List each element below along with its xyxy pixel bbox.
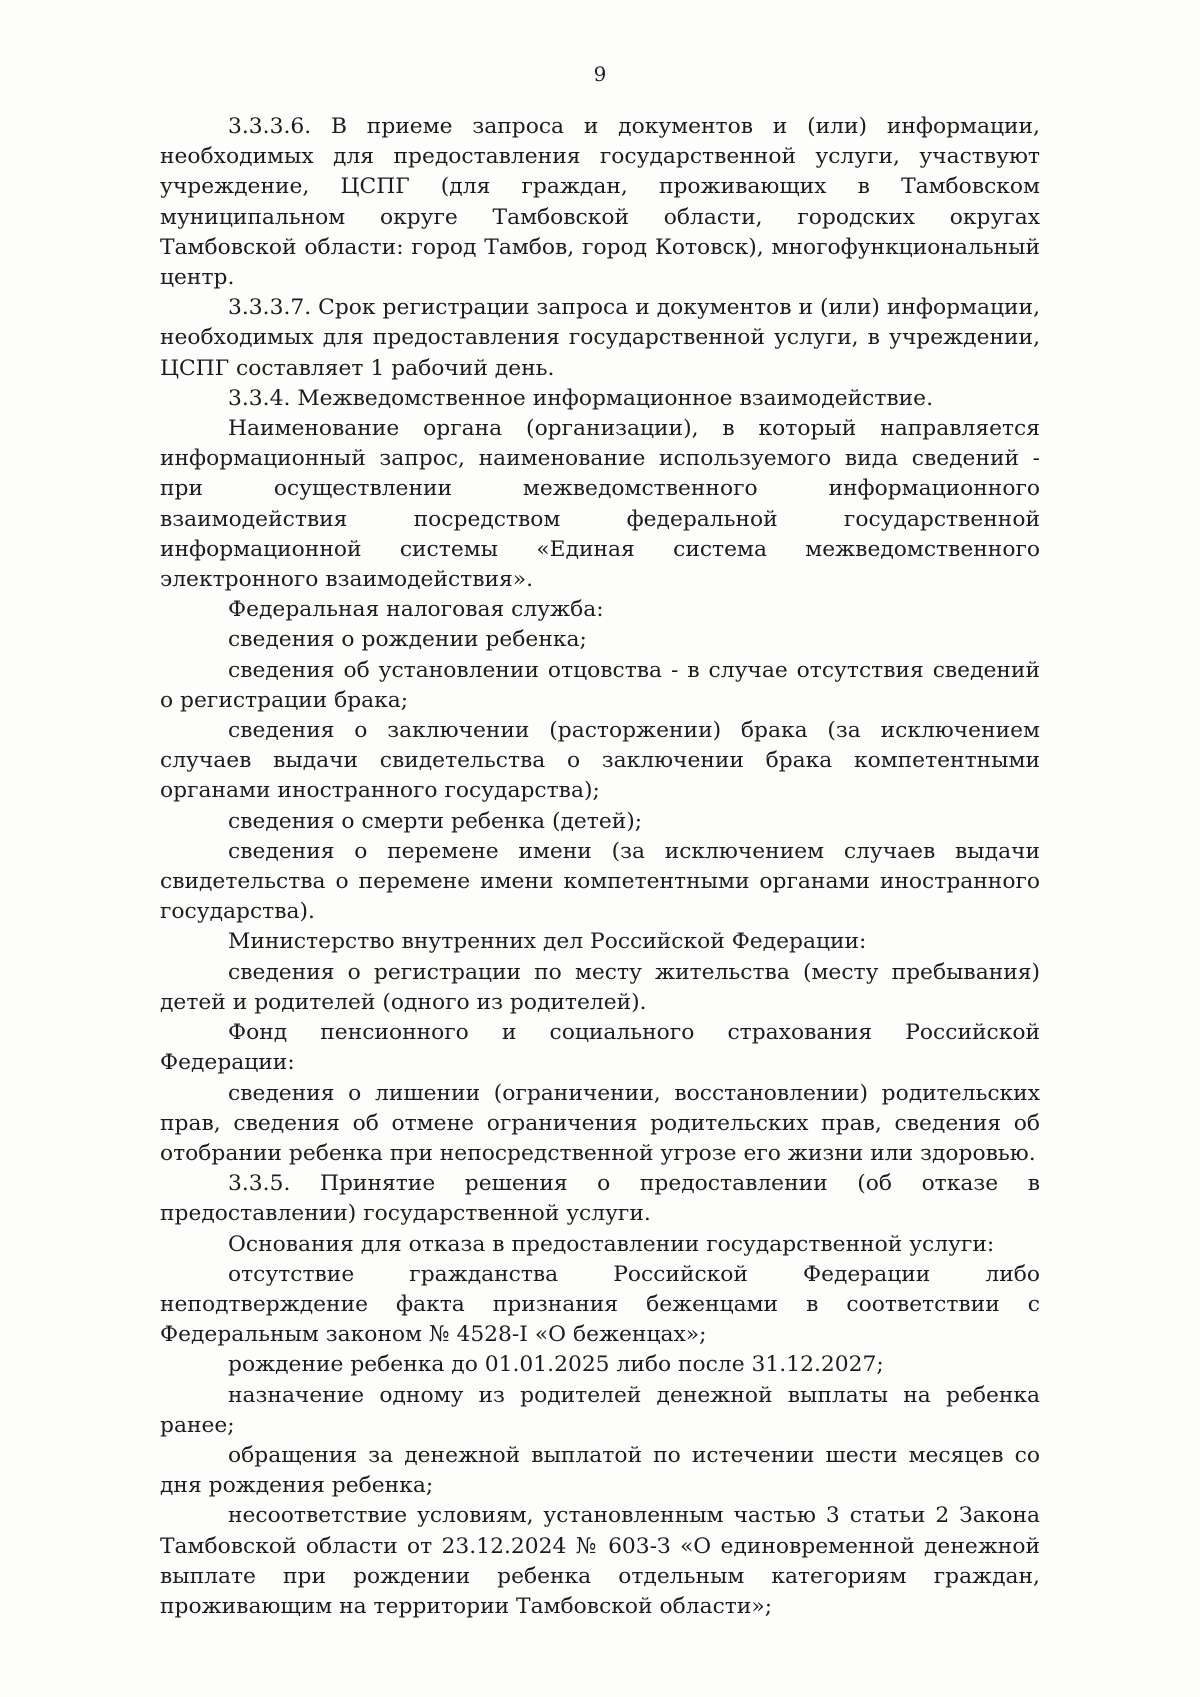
refusal-grounds-heading: Основания для отказа в предоставлении государственной услуги:: [228, 1231, 995, 1257]
agency-name-sfr: Фонд пенсионного и социального страхования Российской Федерации:: [160, 1020, 1040, 1076]
agency-name-fns: Федеральная налоговая служба:: [228, 597, 604, 623]
document-body: [160, 112, 1040, 1622]
section-heading-3-3-4: 3.3.4. Межведомственное информационное взаимодействие.: [228, 385, 934, 411]
paragraph-3-3-3-7: 3.3.3.7. Срок регистрации запроса и документов и (или) информации, необходимых для предоставления государственной услуги, в учреждении, ЦСПГ составляет 1 рабочий день.: [160, 295, 1040, 381]
list-item-paternity-info: сведения об установлении отцовства - в случае отсутствия сведений о регистрации брака;: [160, 657, 1040, 713]
refusal-ground-citizenship: отсутствие гражданства Российской Федерации либо неподтверждение факта признания беженцами в соответствии с Федеральным законом № 4528-I «О беженцах»;: [160, 1261, 1040, 1348]
paragraph-3-3-3-6: 3.3.3.6. В приеме запроса и документов и (или) информации, необходимых для предоставления государственной услуги, участвуют учреждение, ЦСПГ (для граждан, проживающих в Тамбовском муниципальном округе Тамбовской области, городских округах Тамбовской области: город Тамбов, город Котовск), многофункциональный центр.: [160, 114, 1040, 291]
list-item-name-change-info: сведения о перемене имени (за исключением случаев выдачи свидетельства о перемене имени компетентными органами иностранного государства).: [160, 838, 1040, 925]
list-item-marriage-info: сведения о заключении (расторжении) брака (за исключением случаев выдачи свидетельства о заключении брака компетентными органами иностранного государства);: [160, 718, 1040, 804]
list-item-death-info: сведения о смерти ребенка (детей);: [228, 808, 643, 834]
refusal-ground-birth-date: рождение ребенка до 01.01.2025 либо после 31.12.2027;: [228, 1352, 884, 1378]
list-item-registration-info: сведения о регистрации по месту жительства (месту пребывания) детей и родителей (одного из родителей).: [160, 959, 1040, 1015]
list-item-parental-rights-info: сведения о лишении (ограничении, восстановлении) родительских прав, сведения об отмене ограничения родительских прав, сведения об отобрании ребенка при непосредственной угрозе его жизни или здоровью.: [160, 1080, 1040, 1166]
refusal-ground-prior-payment: назначение одному из родителей денежной выплаты на ребенка ранее;: [160, 1382, 1040, 1438]
list-item-birth-info: сведения о рождении ребенка;: [228, 627, 587, 653]
page-number: 9: [593, 62, 607, 86]
refusal-ground-late-application: обращения за денежной выплатой по истечении шести месяцев со дня рождения ребенка;: [160, 1442, 1040, 1499]
section-heading-3-3-5: 3.3.5. Принятие решения о предоставлении (об отказе в предоставлении) государственной услуги.: [160, 1171, 1040, 1227]
agency-name-mvd: Министерство внутренних дел Российской Федерации:: [228, 929, 867, 955]
paragraph-interagency-description: Наименование органа (организации), в который направляется информационный запрос, наименование используемого вида сведений - при осуществлении межведомственного информационного взаимодействия посредством федеральной государственной информационной системы «Единая система межведомственного электронного взаимодействия».: [160, 416, 1040, 593]
refusal-ground-nonconformity: несоответствие условиям, установленным частью 3 статьи 2 Закона Тамбовской области от 23.12.2024 № 603-З «О единовременной денежной выплате при рождении ребенка отдельным категориям граждан, проживающим на территории Тамбовской области»;: [160, 1503, 1040, 1619]
